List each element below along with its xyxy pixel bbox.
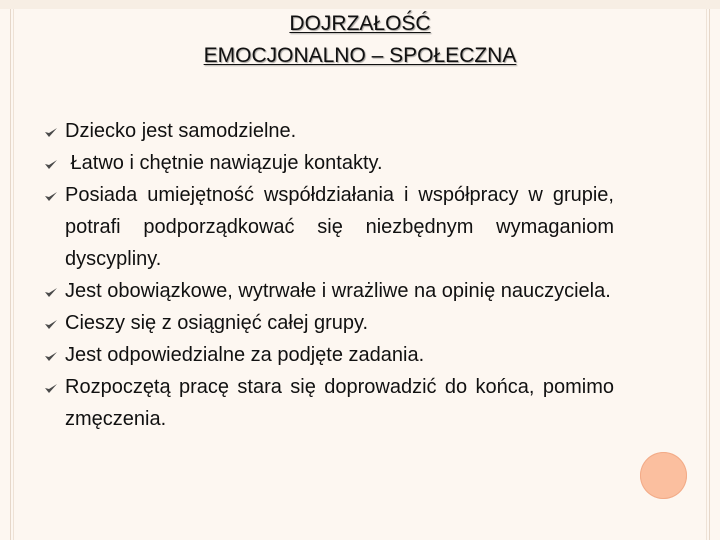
bullet-text: Rozpoczętą pracę stara się doprowadzić do końca, pomimo zmęczenia. [65, 376, 614, 430]
title-line-1: DOJRZAŁOŚĆ [289, 12, 431, 35]
bullet-text: Jest obowiązkowe, wytrwałe i wrażliwe na opinię nauczyciela. [65, 280, 611, 302]
bullet-text: Łatwo i chętnie nawiązuje kontakty. [65, 152, 383, 174]
slide-title [60, 8, 660, 72]
bullet-text: Jest odpowiedzialne za podjęte zadania. [65, 344, 425, 366]
bullet-text: Cieszy się z osiągnięć całej grupy. [65, 312, 369, 334]
decorative-circle [640, 452, 687, 499]
bullet-item [44, 339, 614, 371]
checkmark-bullet-icon [44, 319, 58, 331]
checkmark-bullet-icon [44, 159, 58, 171]
checkmark-bullet-icon [44, 287, 58, 299]
bullet-item [44, 115, 614, 147]
bullet-text: Posiada umiejętność współdziałania i współpracy w grupie, potrafi podporządkować się niezbędnym wymaganiom dyscypliny. [65, 184, 614, 270]
bullet-item [44, 275, 614, 307]
title-line-2: EMOCJONALNO – SPOŁECZNA [203, 44, 517, 67]
checkmark-bullet-icon [44, 191, 58, 203]
bullet-item [44, 147, 614, 179]
bullet-item [44, 371, 614, 435]
bullet-list [44, 115, 614, 435]
checkmark-bullet-icon [44, 127, 58, 139]
bullet-item [44, 307, 614, 339]
checkmark-bullet-icon [44, 383, 58, 395]
checkmark-bullet-icon [44, 351, 58, 363]
bullet-item [44, 179, 614, 275]
bullet-text: Dziecko jest samodzielne. [65, 120, 297, 142]
